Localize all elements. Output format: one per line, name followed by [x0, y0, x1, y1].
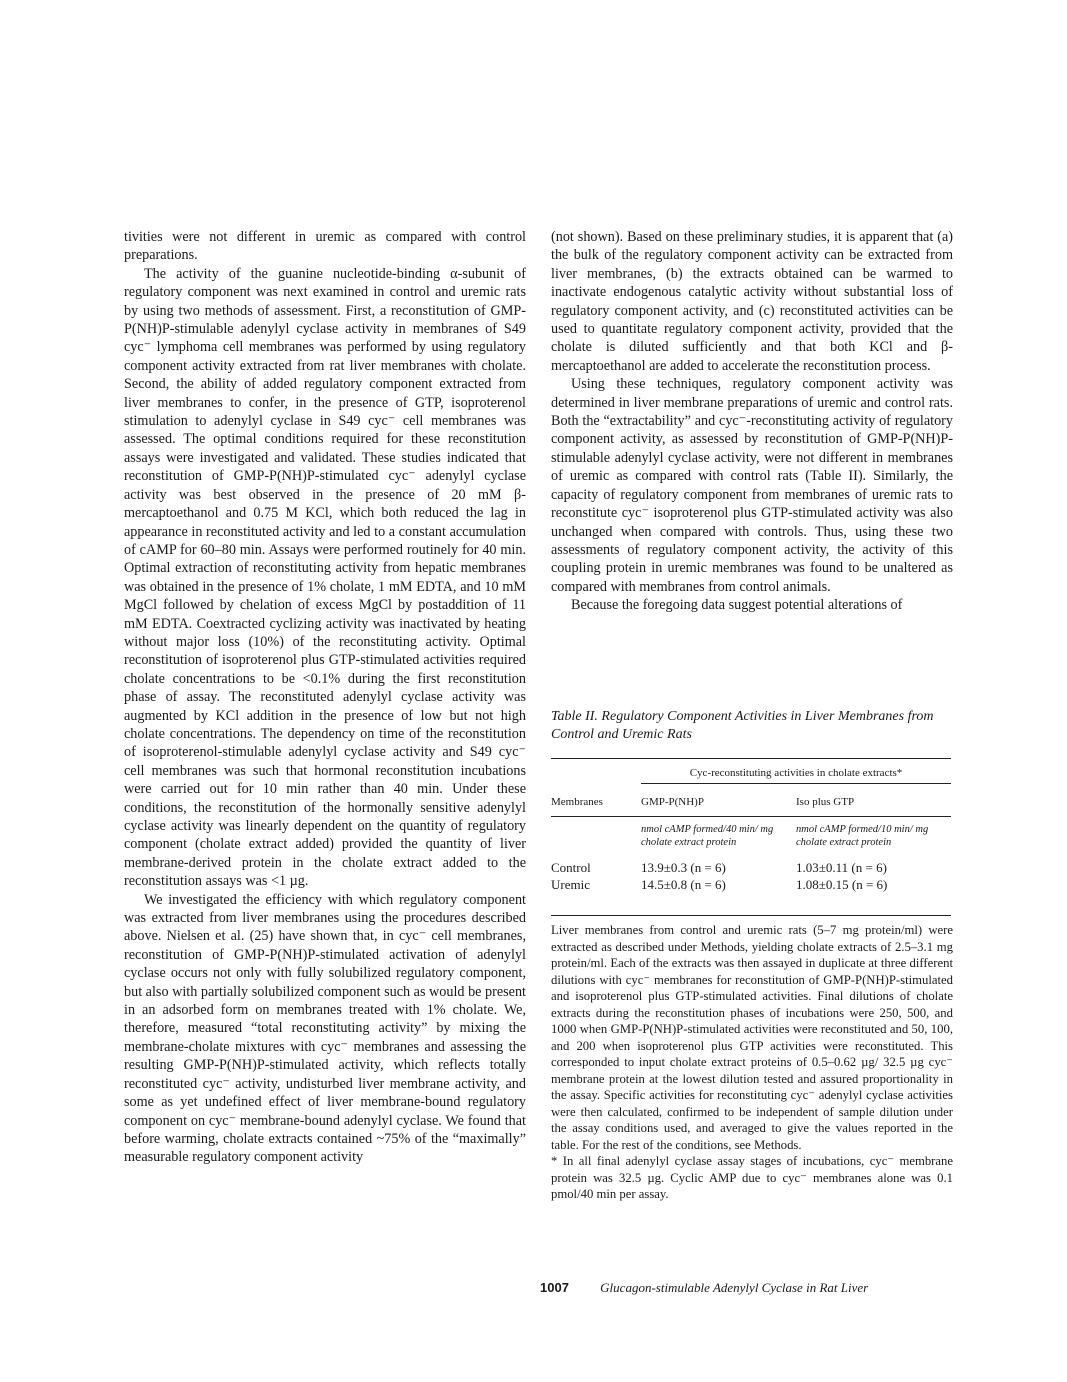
- col-membranes: Membranes: [551, 795, 603, 808]
- table-notes: [551, 922, 953, 1203]
- row-gmp: 13.9±0.3 (n = 6): [641, 860, 726, 875]
- right-paragraph-2: Using these techniques, regulatory component activity was determined in liver membrane preparations of uremic and control rats. Both the “extractability” and cyc⁻-reconstituting activity of regulatory component activity, as assessed by reconstitution of GMP-P(NH)P-stimulable adenylyl cyclase activity, were not different in membranes of uremic as compared with control rats (Table II). Similarly, the capacity of regulatory component from membranes of uremic rats to reconstitute cyc⁻ isoproterenol plus GTP-stimulated activity was also unchanged when compared with controls. Thus, using these two assessments of regulatory component activity, the activity of this coupling protein in uremic membranes was found to be unaltered as compared with membranes from control animals.: [551, 376, 953, 595]
- table-row: [551, 859, 951, 876]
- table-footnote: * In all final adenylyl cyclase assay stages of incubations, cyc⁻ membrane protein was 32.5 µg. Cyclic AMP due to cyc⁻ membranes alone was 0.1 pmol/40 min per assay.: [551, 1154, 953, 1201]
- row-gmp: 14.5±0.8 (n = 6): [641, 877, 726, 892]
- page-footer: [540, 1280, 868, 1296]
- left-paragraph-3: We investigated the efficiency with which regulatory component was extracted from liver membranes using the procedures described above. Nielsen et al. (25) have shown that, in cyc⁻ cell membranes, reconstitution of GMP-P(NH)P-stimulated activation of adenylyl cyclase occurs not only with fully solubilized regulatory component, but also with partially solubilized component such as would be present in an adsorbed form on membranes treated with 1% cholate. We, therefore, measured “total reconstituting activity” by mixing the membrane-cholate mixtures with cyc⁻ membranes and assessing the resulting GMP-P(NH)P-stimulated activity, which reflects totally reconstituted cyc⁻ activity, undisturbed liver membrane activity, and some as yet undefined effect of liver membrane-bound regulatory component on cyc⁻ membrane-bound adenylyl cyclase. We found that before warming, cholate extracts contained ~75% of the “maximally” measurable regulatory component activity: [124, 891, 526, 1166]
- right-column: [551, 228, 953, 615]
- right-paragraph-1: (not shown). Based on these preliminary studies, it is apparent that (a) the bulk of the regulatory component activity can be extracted from liver membranes, (b) the extracts obtained can be warmed to inactivate endogenous catalytic activity without substantial loss of regulatory component activity, and (c) reconstituted activities can be used to quantitate regulatory component activity, provided that the cholate is diluted sufficiently and that both KCl and β-mercaptoethanol are added to accelerate the reconstitution process.: [551, 229, 953, 374]
- running-title: Glucagon-stimulable Adenylyl Cyclase in Rat Liver: [600, 1280, 869, 1295]
- left-paragraph-1: tivities were not different in uremic as compared with control preparations.: [124, 229, 526, 264]
- col-iso: Iso plus GTP: [796, 796, 855, 808]
- row-label: Control: [551, 860, 591, 875]
- table-block: [551, 708, 953, 916]
- table-note: Liver membranes from control and uremic rats (5–7 mg protein/ml) were extracted as described under Methods, yielding cholate extracts of 2.5–3.1 mg protein/ml. Each of the extracts was then assayed in duplicate at three different dilutions with cyc⁻ membranes for reconstitution of GMP-P(NH)P-stimulated and isoproterenol plus GTP-stimulated activities. Final dilutions of cholate extracts during the reconstitution phases of incubations were 250, 500, and 1000 when GMP-P(NH)P-stimulated activities were reconstituted and 50, 100, and 200 when isoproterenol plus GTP activities were reconstituted. This corresponded to input cholate extract proteins of 0.5–0.62 µg/ 32.5 µg cyc⁻ membrane protein at the lowest dilution tested and assured proportionality in the assay. Specific activities for reconstituting cyc⁻ adenylyl cyclase activities were then calculated, confirmed to be independent of sample dilution under the assay conditions used, and averaged to give the values reported in the table. For the rest of the conditions, see Methods.: [551, 923, 953, 1152]
- right-paragraph-3: Because the foregoing data suggest potential alterations of: [571, 597, 903, 614]
- row-iso: 1.03±0.11 (n = 6): [796, 860, 887, 875]
- table-caption: Table II. Regulatory Component Activities in Liver Membranes from Control and Uremic Rats: [551, 709, 934, 742]
- row-iso: 1.08±0.15 (n = 6): [796, 877, 888, 892]
- table-row: [551, 876, 951, 916]
- group-header: Cyc-reconstituting activities in cholate extracts*: [641, 759, 951, 784]
- results-table: [551, 758, 951, 916]
- page-number: 1007: [540, 1280, 569, 1295]
- col-gmp: GMP-P(NH)P: [641, 796, 704, 808]
- unit-gmp: nmol cAMP formed/40 min/ mg cholate extract protein: [641, 824, 774, 848]
- row-label: Uremic: [551, 877, 590, 892]
- left-column: [124, 228, 526, 1167]
- unit-iso: nmol cAMP formed/10 min/ mg cholate extract protein: [796, 824, 929, 848]
- left-paragraph-2: The activity of the guanine nucleotide-binding α-subunit of regulatory component was next examined in control and uremic rats by using two methods of assessment. First, a reconstitution of GMP-P(NH)P-stimulable adenylyl cyclase activity in membranes of S49 cyc⁻ lymphoma cell membranes was performed by using regulatory component activity extracted from rat liver membranes with cholate. Second, the ability of added regulatory component extracted from liver membranes to confer, in the presence of GTP, isoproterenol stimulation to adenylyl cyclase in S49 cyc⁻ cell membranes was assessed. The optimal conditions required for these reconstitution assays were investigated and validated. These studies indicated that reconstitution of GMP-P(NH)P-stimulated cyc⁻ adenylyl cyclase activity was best observed in the presence of 20 mM β-mercaptoethanol and 0.75 M KCl, which both reduced the lag in appearance in reconstituted activity and led to a constant accumulation of cAMP for 60–80 min. Assays were performed routinely for 40 min. Optimal extraction of reconstituting activity from hepatic membranes was obtained in the presence of 1% cholate, 1 mM EDTA, and 10 mM MgCl followed by chelation of excess MgCl by postaddition of 11 mM EDTA. Coextracted cyclizing activity was inactivated by heating without major loss (10%) of the reconstituting activity. Optimal reconstitution of isoproterenol plus GTP-stimulated activities required cholate concentrations to be <0.1% during the first reconstitution phase of assay. The reconstituted adenylyl cyclase activity was augmented by KCl addition in the presence of low but not high cholate concentrations. The dependency on time of the reconstitution of isoproterenol-stimulable adenylyl cyclase activity and S49 cyc⁻ cell membranes was such that hormonal reconstitution incubations were carried out for 10 min rather than 40 min. Under these conditions, the reconstitution of the hormonally sensitive adenylyl cyclase activity was linearly dependent on the quantity of regulatory component (cholate extract added) provided the quantity of liver membrane-derived protein in the cholate extract added to the reconstitution assays was <1 µg.: [124, 265, 526, 890]
